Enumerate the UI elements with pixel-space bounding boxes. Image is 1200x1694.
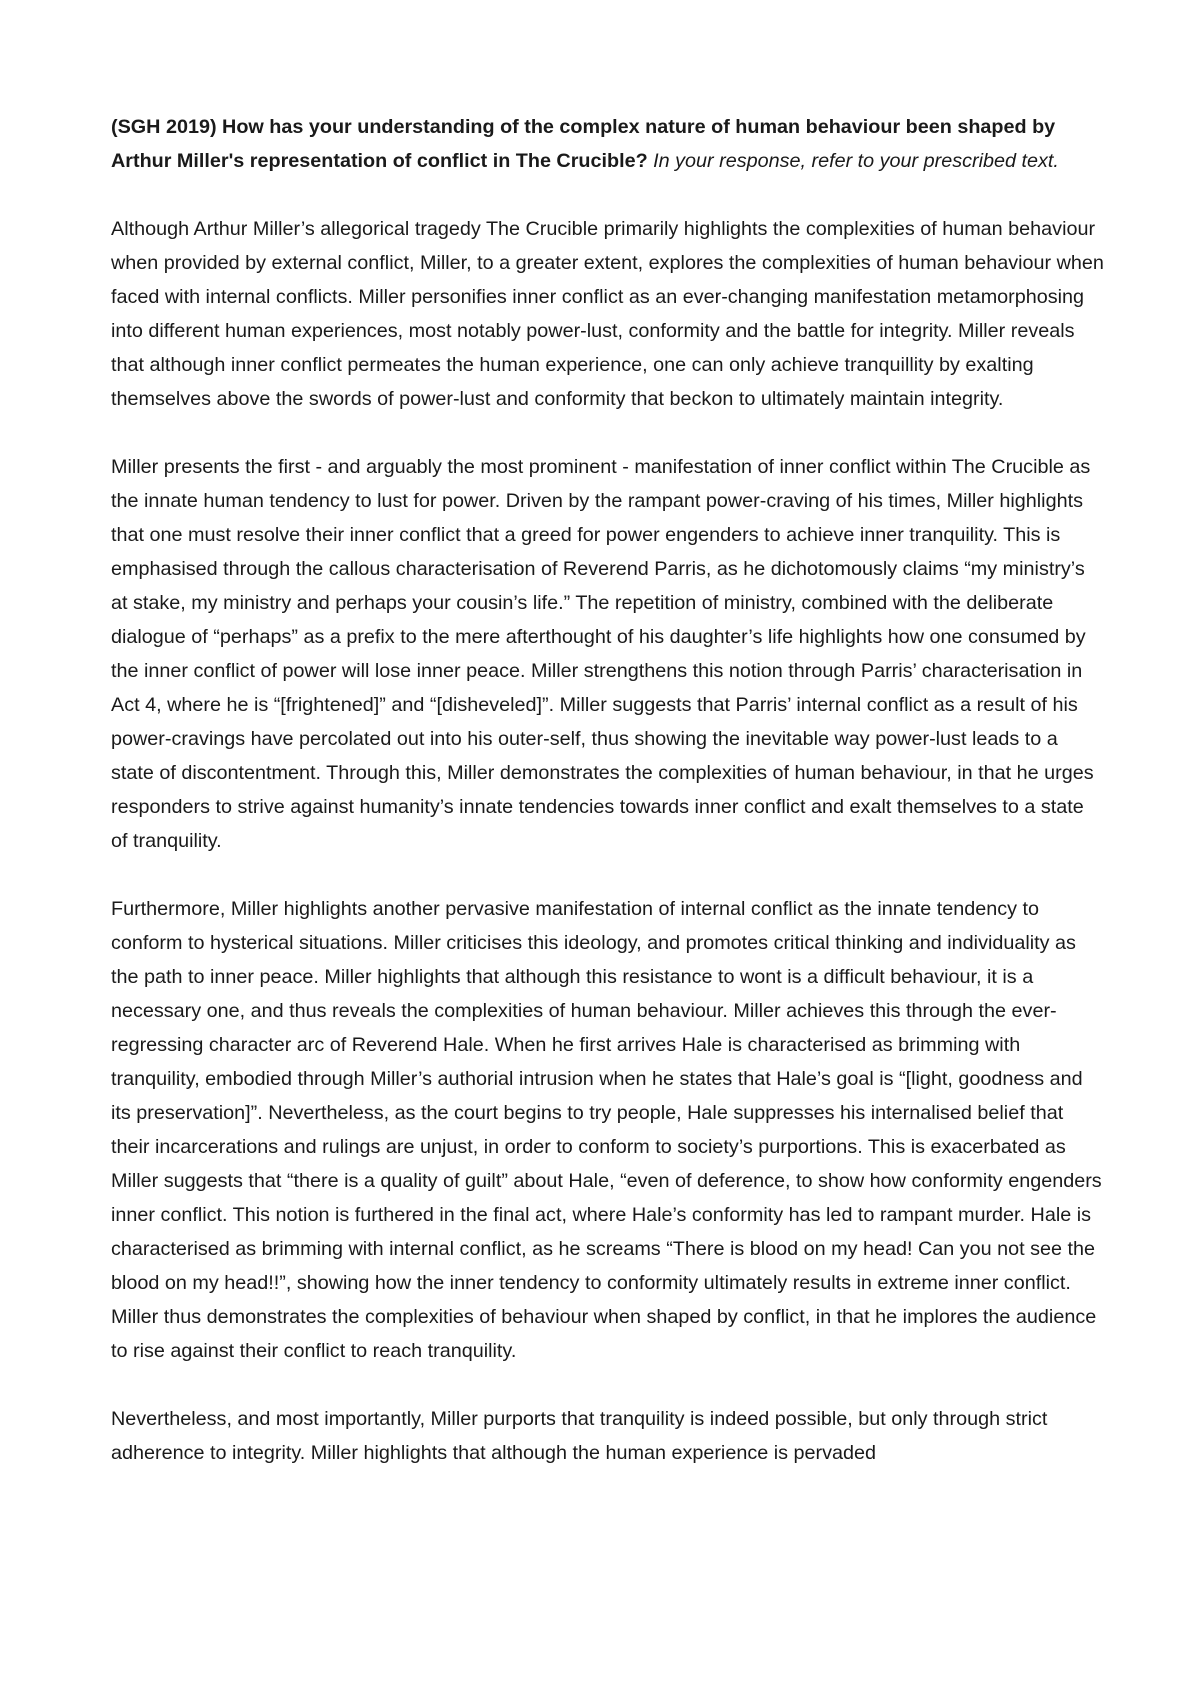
paragraph-body-2: Furthermore, Miller highlights another pervasive manifestation of internal conflict as the innate tendency to conform to hysterical situations. Miller criticises this ideology, and promotes critical thinking and individuality as the path to inner peace. Miller highlights that although this resistance to wont is a difficult behaviour, it is a necessary one, and thus reveals the complexities of human behaviour. Miller achieves this through the ever-regressing character arc of Reverend Hale. When he first arrives Hale is characterised as brimming with tranquility, embodied through Miller’s authorial intrusion when he states that Hale’s goal is “[light, goodness and its preservation]”. Nevertheless, as the court begins to try people, Hale suppresses his internalised belief that their incarcerations and rulings are unjust, in order to conform to society’s purportions. This is exacerbated as Miller suggests that “there is a quality of guilt” about Hale, “even of deference, to show how conformity engenders inner conflict. This notion is furthered in the final act, where Hale’s conformity has led to rampant murder. Hale is characterised as brimming with internal conflict, as he screams “There is blood on my head! Can you not see the blood on my head!!”, showing how the inner tendency to conformity ultimately results in extreme inner conflict. Miller thus demonstrates the complexities of behaviour when shaped by conflict, in that he implores the audience to rise against their conflict to reach tranquility. xyxy=(111,898,1102,1362)
paragraph-body-1: Miller presents the first - and arguably the most prominent - manifestation of inner conflict within The Crucible as the innate human tendency to lust for power. Driven by the rampant power-craving of his times, Miller highlights that one must resolve their inner conflict that a greed for power engenders to achieve inner tranquility. This is emphasised through the callous characterisation of Reverend Parris, as he dichotomously claims “my ministry’s at stake, my ministry and perhaps your cousin’s life.” The repetition of ministry, combined with the deliberate dialogue of “perhaps” as a prefix to the mere afterthought of his daughter’s life highlights how one consumed by the inner conflict of power will lose inner peace. Miller strengthens this notion through Parris’ characterisation in Act 4, where he is “[frightened]” and “[disheveled]”. Miller suggests that Parris’ internal conflict as a result of his power-cravings have percolated out into his outer-self, thus showing the inevitable way power-lust leads to a state of discontentment. Through this, Miller demonstrates the complexities of human behaviour, in that he urges responders to strive against humanity’s innate tendencies towards inner conflict and exalt themselves to a state of tranquility. xyxy=(111,456,1094,852)
paragraph-introduction: Although Arthur Miller’s allegorical tragedy The Crucible primarily highlights the complexities of human behaviour when provided by external conflict, Miller, to a greater extent, explores the complexities of human behaviour when faced with internal conflicts. Miller personifies inner conflict as an ever-changing manifestation metamorphosing into different human experiences, most notably power-lust, conformity and the battle for integrity. Miller reveals that although inner conflict permeates the human experience, one can only achieve tranquillity by exalting themselves above the swords of power-lust and conformity that beckon to ultimately maintain integrity. xyxy=(111,218,1104,410)
question-prompt: (SGH 2019) How has your understanding of the complex nature of human behaviour been shaped by Arthur Miller's representation of conflict in The Crucible? xyxy=(111,116,1056,172)
paragraph-body-3: Nevertheless, and most importantly, Miller purports that tranquility is indeed possible, but only through strict adherence to integrity. Miller highlights that although the human experience is pervaded xyxy=(111,1408,1048,1464)
essay-question xyxy=(111,110,1105,178)
question-instruction: In your response, refer to your prescribed text. xyxy=(647,150,1059,172)
